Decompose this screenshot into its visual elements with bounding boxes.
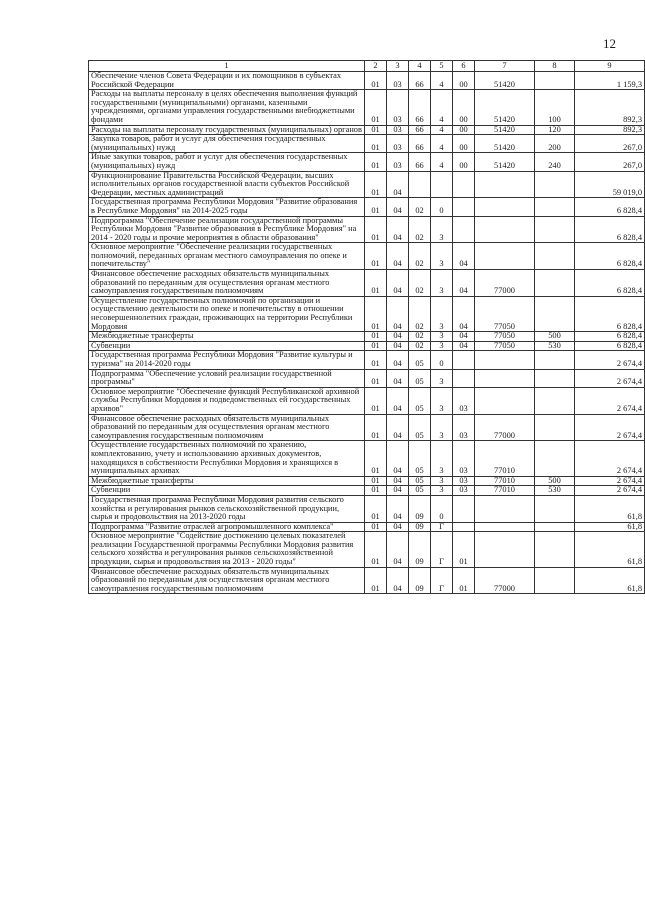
subsection-code: 04	[387, 387, 409, 414]
subsection-code: 04	[387, 296, 409, 331]
table-row	[89, 441, 645, 476]
subsection-code: 04	[387, 441, 409, 476]
row-name: Основное мероприятие "Обеспечение реализации государственных полномочий, переданных органам местного самоуправления по опеке и попечительству"	[89, 243, 365, 270]
expense-type-code	[535, 270, 575, 297]
direction-code: 51420	[475, 72, 535, 90]
program-code: 02	[409, 341, 431, 351]
section-code: 01	[365, 153, 387, 171]
subprogram-code: 3	[431, 332, 453, 342]
event-code: 04	[453, 270, 475, 297]
amount: 59 019,0	[575, 171, 645, 198]
amount: 6 828,4	[575, 270, 645, 297]
direction-code	[475, 198, 535, 216]
subprogram-code: 0	[431, 351, 453, 369]
amount: 6 828,4	[575, 198, 645, 216]
event-code: 03	[453, 387, 475, 414]
row-name: Осуществление государственных полномочий по организации и осуществлению деятельности по опеке и попечительству в отношении несовершеннолетних граждан, проживающих на территории Республики Мордовия	[89, 296, 365, 331]
program-code	[409, 171, 431, 198]
subprogram-code: 4	[431, 135, 453, 153]
row-name: Подпрограмма "Обеспечение реализации государственной программы Республики Мордовия "Развитие образования в Республике Мордовия" на 2014 - 2020 годы и прочие мероприятия в области образования"	[89, 216, 365, 243]
direction-code: 77050	[475, 332, 535, 342]
amount: 6 828,4	[575, 296, 645, 331]
direction-code: 77010	[475, 486, 535, 496]
event-code: 04	[453, 341, 475, 351]
program-code: 05	[409, 387, 431, 414]
direction-code: 51420	[475, 90, 535, 125]
subprogram-code: Г	[431, 522, 453, 532]
direction-code: 77050	[475, 296, 535, 331]
section-code: 01	[365, 270, 387, 297]
row-name: Государственная программа Республики Мордовия развития сельского хозяйства и регулирования рынков сельскохозяйственной продукции, сырья и продовольствия на 2013-2020 годы	[89, 495, 365, 522]
expense-type-code: 100	[535, 90, 575, 125]
section-code: 01	[365, 387, 387, 414]
table-row	[89, 72, 645, 90]
expense-type-code: 530	[535, 341, 575, 351]
event-code: 01	[453, 532, 475, 567]
program-code: 66	[409, 72, 431, 90]
row-name: Субвенции	[89, 341, 365, 351]
program-code: 66	[409, 90, 431, 125]
table-row	[89, 476, 645, 486]
program-code: 09	[409, 532, 431, 567]
event-code: 03	[453, 486, 475, 496]
event-code: 04	[453, 296, 475, 331]
program-code: 05	[409, 476, 431, 486]
row-name: Обеспечение членов Совета Федерации и их помощников в субъектах Российской Федерации	[89, 72, 365, 90]
table-row	[89, 567, 645, 594]
table-row	[89, 369, 645, 387]
event-code	[453, 495, 475, 522]
subprogram-code	[431, 171, 453, 198]
table-row	[89, 171, 645, 198]
expense-type-code: 200	[535, 135, 575, 153]
section-code: 01	[365, 216, 387, 243]
event-code	[453, 216, 475, 243]
row-name: Финансовое обеспечение расходных обязательств муниципальных образований по переданным для осуществления органам местного самоуправления государственным полномочиям	[89, 414, 365, 441]
section-code: 01	[365, 486, 387, 496]
subsection-code: 04	[387, 532, 409, 567]
expense-type-code	[535, 369, 575, 387]
subprogram-code: 3	[431, 387, 453, 414]
expense-type-code: 530	[535, 486, 575, 496]
row-name: Субвенции	[89, 486, 365, 496]
row-name: Закупка товаров, работ и услуг для обеспечения государственных (муниципальных) нужд	[89, 135, 365, 153]
expense-type-code	[535, 414, 575, 441]
row-name: Функционирование Правительства Российской Федерации, высших исполнительных органов государственной власти субъектов Российской Федерации, местных администраций	[89, 171, 365, 198]
header-col-4: 4	[409, 61, 431, 72]
header-col-5: 5	[431, 61, 453, 72]
event-code: 00	[453, 135, 475, 153]
table-row	[89, 332, 645, 342]
section-code: 01	[365, 198, 387, 216]
subprogram-code: 4	[431, 90, 453, 125]
row-name: Финансовое обеспечение расходных обязательств муниципальных образований по переданным для осуществления органам местного самоуправления государственным полномочиям	[89, 567, 365, 594]
subsection-code: 04	[387, 332, 409, 342]
subprogram-code: 3	[431, 216, 453, 243]
table-row	[89, 414, 645, 441]
direction-code: 77000	[475, 270, 535, 297]
subsection-code: 04	[387, 369, 409, 387]
header-col-7: 7	[475, 61, 535, 72]
event-code: 00	[453, 125, 475, 135]
table-row	[89, 90, 645, 125]
table-row	[89, 135, 645, 153]
table-body	[89, 72, 645, 594]
event-code	[453, 351, 475, 369]
expense-type-code	[535, 243, 575, 270]
subsection-code: 04	[387, 216, 409, 243]
subsection-code: 04	[387, 198, 409, 216]
expense-type-code	[535, 522, 575, 532]
header-col-2: 2	[365, 61, 387, 72]
program-code: 05	[409, 369, 431, 387]
row-name: Межбюджетные трансферты	[89, 476, 365, 486]
section-code: 01	[365, 414, 387, 441]
table-row	[89, 351, 645, 369]
program-code: 02	[409, 332, 431, 342]
section-code: 01	[365, 441, 387, 476]
subprogram-code: 3	[431, 441, 453, 476]
amount: 6 828,4	[575, 341, 645, 351]
expense-type-code: 120	[535, 125, 575, 135]
section-code: 01	[365, 90, 387, 125]
expense-type-code: 500	[535, 476, 575, 486]
row-name: Иные закупки товаров, работ и услуг для обеспечения государственных (муниципальных) нужд	[89, 153, 365, 171]
header-col-8: 8	[535, 61, 575, 72]
program-code: 02	[409, 198, 431, 216]
table-row	[89, 486, 645, 496]
event-code: 03	[453, 414, 475, 441]
event-code: 00	[453, 90, 475, 125]
program-code: 05	[409, 441, 431, 476]
subprogram-code: 3	[431, 476, 453, 486]
direction-code: 77050	[475, 341, 535, 351]
section-code: 01	[365, 567, 387, 594]
direction-code: 51420	[475, 125, 535, 135]
expense-type-code	[535, 441, 575, 476]
direction-code	[475, 171, 535, 198]
section-code: 01	[365, 135, 387, 153]
direction-code: 77000	[475, 567, 535, 594]
row-name: Государственная программа Республики Мордовия "Развитие образования в Республике Мордовия" на 2014-2025 годы	[89, 198, 365, 216]
amount: 61,8	[575, 495, 645, 522]
event-code: 03	[453, 441, 475, 476]
expense-type-code	[535, 72, 575, 90]
subprogram-code: 3	[431, 270, 453, 297]
subprogram-code: 0	[431, 495, 453, 522]
direction-code	[475, 351, 535, 369]
direction-code: 77010	[475, 476, 535, 486]
program-code: 05	[409, 414, 431, 441]
event-code: 00	[453, 72, 475, 90]
event-code: 00	[453, 153, 475, 171]
subprogram-code: Г	[431, 532, 453, 567]
section-code: 01	[365, 72, 387, 90]
subprogram-code: 3	[431, 414, 453, 441]
direction-code	[475, 216, 535, 243]
subprogram-code: 0	[431, 198, 453, 216]
row-name: Основное мероприятие "Обеспечение функций Республиканской архивной службы Республики Мордовия и подведомственных ей государственных архивов"	[89, 387, 365, 414]
section-code: 01	[365, 522, 387, 532]
expense-type-code	[535, 495, 575, 522]
row-name: Межбюджетные трансферты	[89, 332, 365, 342]
subprogram-code: 3	[431, 486, 453, 496]
amount: 2 674,4	[575, 369, 645, 387]
event-code: 04	[453, 332, 475, 342]
expense-type-code: 240	[535, 153, 575, 171]
subsection-code: 04	[387, 414, 409, 441]
event-code: 01	[453, 567, 475, 594]
expense-type-code	[535, 171, 575, 198]
program-code: 09	[409, 522, 431, 532]
amount: 6 828,4	[575, 216, 645, 243]
subprogram-code: 3	[431, 296, 453, 331]
section-code: 01	[365, 369, 387, 387]
amount: 2 674,4	[575, 414, 645, 441]
program-code: 05	[409, 351, 431, 369]
program-code: 09	[409, 495, 431, 522]
program-code: 02	[409, 243, 431, 270]
direction-code	[475, 369, 535, 387]
table-row	[89, 198, 645, 216]
table-row	[89, 270, 645, 297]
subprogram-code: 4	[431, 125, 453, 135]
amount: 2 674,4	[575, 476, 645, 486]
amount: 6 828,4	[575, 332, 645, 342]
event-code	[453, 198, 475, 216]
section-code: 01	[365, 351, 387, 369]
amount: 61,8	[575, 567, 645, 594]
amount: 2 674,4	[575, 486, 645, 496]
event-code	[453, 369, 475, 387]
subsection-code: 04	[387, 522, 409, 532]
section-code: 01	[365, 332, 387, 342]
section-code: 01	[365, 171, 387, 198]
budget-table	[88, 60, 645, 594]
subsection-code: 03	[387, 90, 409, 125]
table-row	[89, 296, 645, 331]
row-name: Расходы на выплаты персоналу в целях обеспечения выполнения функций государственными (муниципальными) органами, казенными учреждениями, органами управления государственными внебюджетными фондами	[89, 90, 365, 125]
table-row	[89, 216, 645, 243]
section-code: 01	[365, 296, 387, 331]
subprogram-code: 4	[431, 72, 453, 90]
subsection-code: 04	[387, 495, 409, 522]
amount: 2 674,4	[575, 351, 645, 369]
section-code: 01	[365, 476, 387, 486]
program-code: 66	[409, 153, 431, 171]
expense-type-code: 500	[535, 332, 575, 342]
program-code: 02	[409, 296, 431, 331]
amount: 267,0	[575, 135, 645, 153]
amount: 6 828,4	[575, 243, 645, 270]
expense-type-code	[535, 567, 575, 594]
expense-type-code	[535, 351, 575, 369]
header-col-9: 9	[575, 61, 645, 72]
section-code: 01	[365, 495, 387, 522]
subsection-code: 04	[387, 486, 409, 496]
section-code: 01	[365, 341, 387, 351]
program-code: 66	[409, 135, 431, 153]
subsection-code: 04	[387, 270, 409, 297]
subsection-code: 03	[387, 72, 409, 90]
event-code	[453, 522, 475, 532]
direction-code	[475, 495, 535, 522]
program-code: 05	[409, 486, 431, 496]
table-row	[89, 532, 645, 567]
program-code: 66	[409, 125, 431, 135]
direction-code: 77010	[475, 441, 535, 476]
expense-type-code	[535, 198, 575, 216]
event-code: 04	[453, 243, 475, 270]
amount: 2 674,4	[575, 387, 645, 414]
subprogram-code: 3	[431, 369, 453, 387]
program-code: 02	[409, 216, 431, 243]
direction-code: 51420	[475, 153, 535, 171]
program-code: 09	[409, 567, 431, 594]
table-row	[89, 495, 645, 522]
table-header-row	[89, 61, 645, 72]
header-col-3: 3	[387, 61, 409, 72]
subsection-code: 04	[387, 243, 409, 270]
subprogram-code: 4	[431, 153, 453, 171]
amount: 892,3	[575, 125, 645, 135]
row-name: Осуществление государственных полномочий по хранению, комплектованию, учету и использованию архивных документов, находящихся в собственности Республики Мордовия и хранящихся в муниципальных архивах	[89, 441, 365, 476]
direction-code: 51420	[475, 135, 535, 153]
subsection-code: 04	[387, 341, 409, 351]
direction-code	[475, 387, 535, 414]
expense-type-code	[535, 296, 575, 331]
section-code: 01	[365, 532, 387, 567]
subprogram-code: 3	[431, 341, 453, 351]
subprogram-code: Г	[431, 567, 453, 594]
row-name: Основное мероприятие "Содействие достижению целевых показателей реализации Государственной программы Республики Мордовия развития сельского хозяйства и регулирования рынков сельскохозяйственной продукции, сырья и продовольствия на 2013 - 2020 годы"	[89, 532, 365, 567]
amount: 1 159,3	[575, 72, 645, 90]
section-code: 01	[365, 243, 387, 270]
subprogram-code: 3	[431, 243, 453, 270]
header-col-1: 1	[89, 61, 365, 72]
event-code	[453, 171, 475, 198]
row-name: Государственная программа Республики Мордовия "Развитие культуры и туризма" на 2014-2020 годы	[89, 351, 365, 369]
expense-type-code	[535, 216, 575, 243]
direction-code	[475, 532, 535, 567]
amount: 61,8	[575, 532, 645, 567]
subsection-code: 04	[387, 171, 409, 198]
subsection-code: 04	[387, 567, 409, 594]
row-name: Подпрограмма "Обеспечение условий реализации государственной программы"	[89, 369, 365, 387]
direction-code	[475, 522, 535, 532]
amount: 267,0	[575, 153, 645, 171]
row-name: Подпрограмма "Развитие отраслей агропромышленного комплекса"	[89, 522, 365, 532]
subsection-code: 04	[387, 351, 409, 369]
header-col-6: 6	[453, 61, 475, 72]
table-row	[89, 387, 645, 414]
row-name: Расходы на выплаты персоналу государственных (муниципальных) органов	[89, 125, 365, 135]
amount: 2 674,4	[575, 441, 645, 476]
expense-type-code	[535, 532, 575, 567]
table-row	[89, 243, 645, 270]
page-number: 12	[603, 36, 616, 51]
section-code: 01	[365, 125, 387, 135]
amount: 892,3	[575, 90, 645, 125]
event-code: 03	[453, 476, 475, 486]
amount: 61,8	[575, 522, 645, 532]
subsection-code: 03	[387, 135, 409, 153]
table-row	[89, 153, 645, 171]
direction-code: 77000	[475, 414, 535, 441]
subsection-code: 03	[387, 153, 409, 171]
expense-type-code	[535, 387, 575, 414]
subsection-code: 04	[387, 476, 409, 486]
direction-code	[475, 243, 535, 270]
subsection-code: 03	[387, 125, 409, 135]
program-code: 02	[409, 270, 431, 297]
row-name: Финансовое обеспечение расходных обязательств муниципальных образований по переданным для осуществления органам местного самоуправления государственным полномочиям	[89, 270, 365, 297]
